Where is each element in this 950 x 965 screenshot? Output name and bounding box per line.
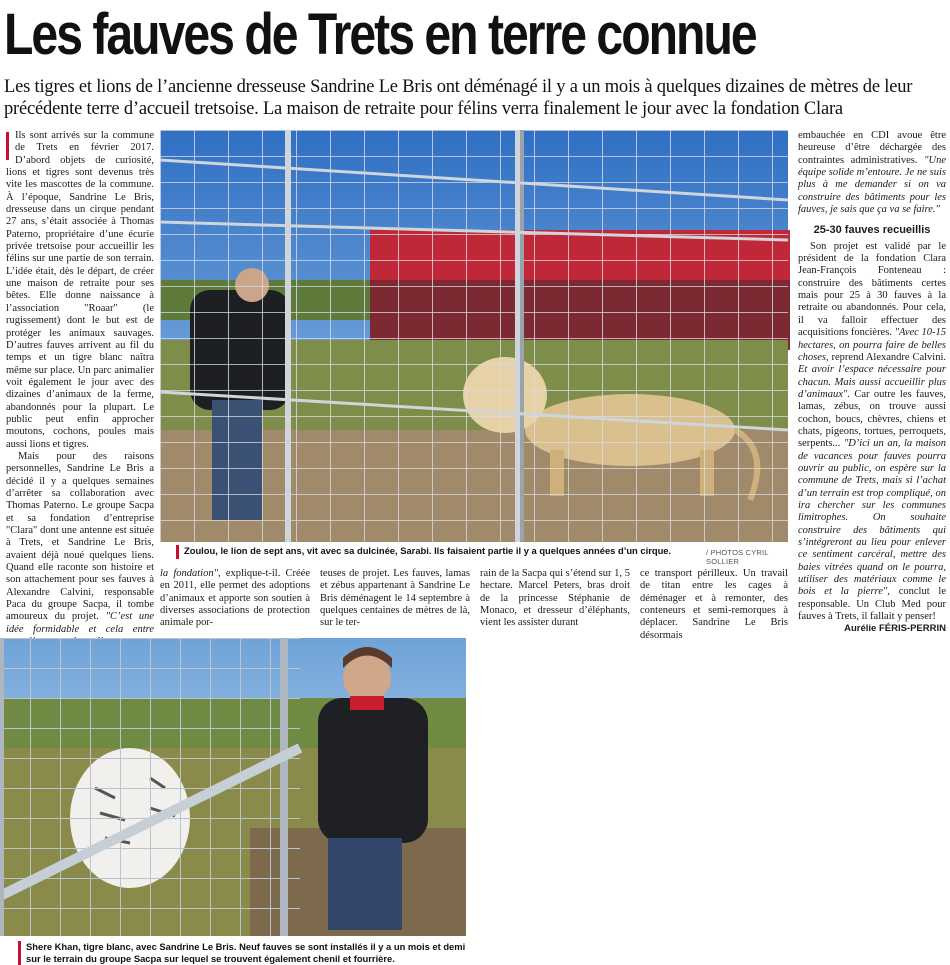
- paragraph-text: embauchée en CDI avoue être heureuse d’être déchargée des contraintes administratives.: [798, 130, 946, 166]
- paragraph-text: Mais pour des raisons personnelles, Sandrine Le Bris a décidé il y a quelques semaines d’arrêter sa collaboration avec Thomas Paterno. Le groupe Sacpa et sa fondation d’entreprise "Clara" dont une antenne est située à Trets, et Sandrine Le Bris, avaient déjà noué quelques liens. Quand elle raconte son histoire et son attachement pour ses fauves à Alexandre Calvini, responsable Paca du groupe Sacpa, il tombe amoureux du projet.: [6, 450, 154, 623]
- signature: Aurélie FÉRIS-PERRIN: [844, 623, 946, 635]
- article-column-2c: [480, 568, 630, 628]
- paragraph-text: , explique-t-il. Créée en 2011, elle permet des adoptions d’animaux et apporte son soutien à diverses associations de protection animale por-: [160, 568, 311, 629]
- quote: la fondation": [160, 568, 219, 579]
- caption-marker: [18, 941, 21, 965]
- caption-marker: [176, 545, 179, 559]
- paragraph: teuses de projet. Les fauves, lamas et zébus appartenant à Sandrine Le Bris déménagent le 14 septembre à quelques centaines de mètres de là, sur le ter-: [320, 568, 470, 629]
- subheading: 25-30 fauves recueillis: [813, 224, 931, 237]
- drop-cap-marker: [6, 132, 9, 160]
- tiger-photo-caption: [18, 941, 468, 965]
- lion-photo: [160, 130, 788, 542]
- lion-photo-caption: [176, 545, 676, 559]
- caption-text: Zoulou, le lion de sept ans, vit avec sa dulcinée, Sarabi. Ils faisaient partie il y a quelques années d’un cirque.: [184, 545, 672, 556]
- paragraph-text: Car outre les fauves, lamas, zébus, on trouve aussi cochon, boucs, chèvres, chiens et chats, pigeons, tortues, perroquets, serpents...: [798, 388, 946, 450]
- paragraph: rain de la Sacpa qui s’étend sur 1, 5 hectare. Marcel Peters, bras droit de la princesse Stéphanie de Monaco, et dresseur d’éléphants, vient les assister durant: [480, 568, 630, 629]
- paragraph: [6, 451, 154, 661]
- photo-credit: / PHOTOS CYRIL SOLLIER: [706, 548, 769, 566]
- standfirst: Les tigres et lions de l’ancienne dresseuse Sandrine Le Bris ont déménagé il y a un mois à quelques dizaines de mètres de leur précédente terre d’accueil tretsoise. La maison de retraite pour félins verra finalement le jour avec la fondation Clara: [4, 77, 913, 119]
- paragraph: [160, 568, 310, 630]
- paragraph: [798, 241, 946, 624]
- quote: "D’ici un an, la maison de vacances pour fauves pourra ouvrir au public, on espère sur la commune de Trets, mais si l’achat d’un terrain est trop compliqué, on ira chercher sur les communes limitrophes. On souhaite construire des bâtiments qui s’intégreront au lieu pour enlever ce sentiment carcéral, mettre des baies vitrées quand on le pourra, utiliser des matériaux comme le bois et la pierre",: [798, 438, 946, 598]
- lion-enclosure-image: [160, 130, 788, 542]
- quote: "C’est une idée formidable et cela entre: [6, 611, 155, 635]
- quote: Et avoir l’espace nécessaire pour chacun. Mais aussi accueillir plus d’animaux".: [798, 364, 946, 400]
- tiger-enclosure-image: [0, 638, 466, 936]
- quote: "Avec 10-15 hectares, on pourra faire de belles choses,: [798, 327, 946, 363]
- paragraph: Ils sont arrivés sur la commune de Trets en février 2017. D’abord objets de curiosité, lions et tigres sont devenus très vite les mascottes de la commune. À l’époque, Sandrine Le Bris, dresseuse dans un cirque pendant 27 ans, s’était associée à Thomas Paterno, propriétaire d’une écurie privée tretsoise pour accueillir les félins sur une partie de son terrain. L’idée était, dès le départ, de créer une maison de retraite pour ses bêtes. Elle donne naissance à l’association "Roaar" (le rugissement) dont le but est de protéger les animaux sauvages. D’autres fauves arrivent au fil du temps et un tigre blanc naîtra même sur place. Un parc animalier voit également le jour avec des dizaines d’animaux de la ferme, abandonnés pour la plupart. Le public peut enfin approcher moutons, cochons, poules mais aussi lions et tigres.: [6, 130, 154, 450]
- paragraph-text: reprend Alexandre Calvini.: [831, 351, 946, 363]
- paragraph: [798, 130, 946, 216]
- paragraph-text: Son projet est validé par le président de la fondation Clara Jean-François Fonteneau : construire des bâtiments certes mais pour 25 à 30 fauves à la retraite ou abandonnés. Pour cela, il va falloir effectuer des acquisitions foncières.: [798, 240, 946, 339]
- tiger-photo: [0, 638, 466, 936]
- paragraph-text: conclut le responsable. Un Club Med pour fauves à Trets, il fallait y penser!: [798, 586, 947, 623]
- headline: Les fauves de Trets en terre connue: [4, 2, 756, 67]
- article-column-2d: [640, 568, 788, 641]
- paragraph: ce transport périlleux. Un travail de titan entre les cages à déménager et à remonter, des conteneurs et semi-remorques à déplacer. Sandrine Le Bris désormais: [640, 568, 788, 641]
- article-column-2a: [160, 568, 310, 628]
- article-column-2b: [320, 568, 470, 628]
- caption-text: Shere Khan, tigre blanc, avec Sandrine Le Bris. Neuf fauves se sont installés il y a un mois et demi sur le terrain du groupe Sacpa sur lequel se trouvent également chenil et fourrière.: [26, 941, 466, 964]
- article-column-1: [6, 130, 155, 635]
- quote: "Une équipe solide m’entoure. Je ne suis plus à me demander si on va construire des bâtiments pour les fauves, je sais que ça va se faire.": [798, 154, 946, 216]
- article-column-3: [798, 130, 947, 635]
